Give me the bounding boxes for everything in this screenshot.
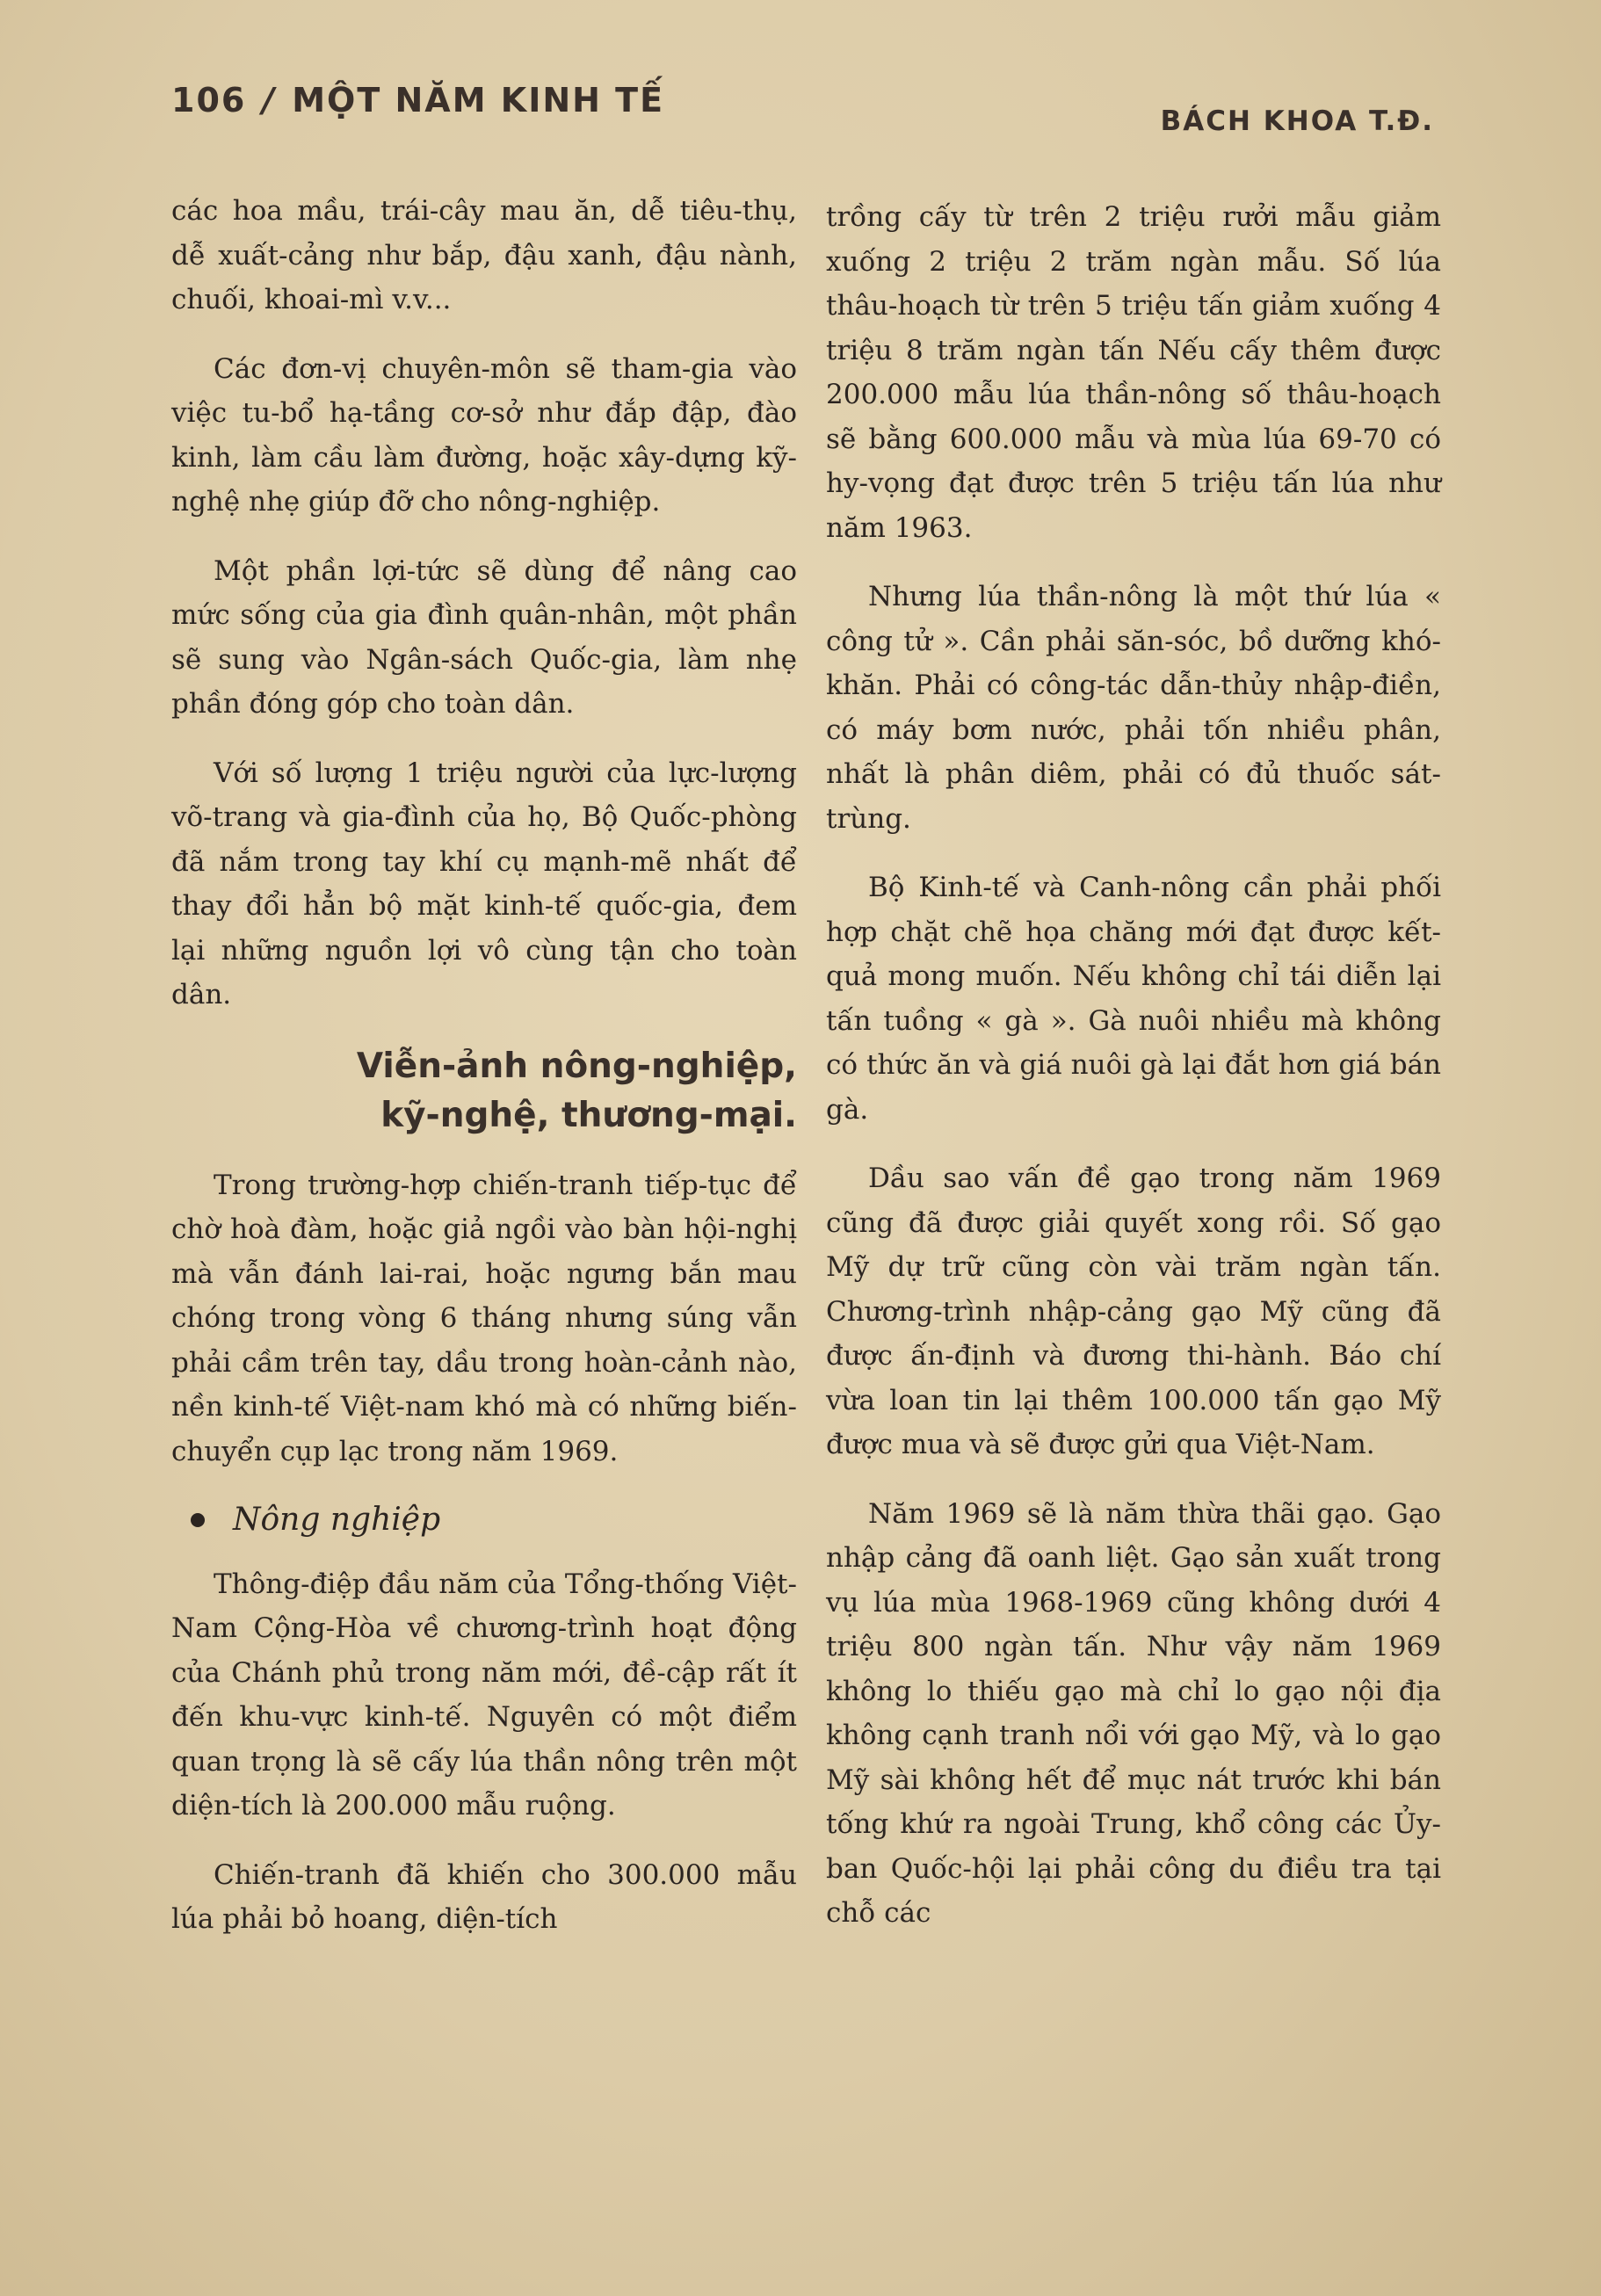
subheading-text: Nông nghiệp <box>233 1502 441 1538</box>
paragraph: Năm 1969 sẽ là năm thừa thãi gạo. Gạo nhập cảng đã oanh liệt. Gạo sản xuất trong vụ lúa mùa 1968-1969 cũng không dưới 4 triệu 800 ngàn tấn. Như vậy năm 1969 không lo thiếu gạo mà chỉ lo gạo nội địa không cạnh tranh nổi với gạo Mỹ, và lo gạo Mỹ sài không hết để mục nát trước khi bán tống khứ ra ngoài Trung, khổ công các Ủy-ban Quốc-hội lại phải công du điều tra tại chỗ các <box>826 1497 1441 1929</box>
page-header <box>171 81 1434 137</box>
paragraph: Các đơn-vị chuyên-môn sẽ tham-gia vào việc tu-bổ hạ-tầng cơ-sở như đắp đập, đào kinh, làm cầu làm đường, hoặc xây-dựng kỹ-nghệ nhẹ giúp đỡ cho nông-nghiệp. <box>171 352 797 518</box>
paragraph: Một phần lợi-tức sẽ dùng để nâng cao mức sống của gia đình quân-nhân, một phần sẽ sung vào Ngân-sách Quốc-gia, làm nhẹ phần đóng góp cho toàn dân. <box>171 554 797 720</box>
paragraph: Trong trường-hợp chiến-tranh tiếp-tục để chờ hoà đàm, hoặc giả ngồi vào bàn hội-nghị mà vẫn đánh lai-rai, hoặc ngưng bắn mau chóng trong vòng 6 tháng nhưng súng vẫn phải cầm trên tay, dầu trong hoàn-cảnh nào, nền kinh-tế Việt-nam khó mà có những biến-chuyển cụp lạc trong năm 1969. <box>171 1169 797 1467</box>
paragraph: các hoa mầu, trái-cây mau ăn, dễ tiêu-thụ, dễ xuất-cảng như bắp, đậu xanh, đậu nành, chuối, khoai-mì v.v... <box>171 195 797 315</box>
section-heading <box>171 1042 797 1141</box>
bullet-icon <box>191 1513 205 1527</box>
paragraph: Nhưng lúa thần-nông là một thứ lúa « công tử ». Cần phải săn-sóc, bồ dưỡng khó-khăn. Phải có công-tác dẫn-thủy nhập-điền, có máy bơm nước, phải tốn nhiều phân, nhất là phân diêm, phải có đủ thuốc sát-trùng. <box>826 581 1441 835</box>
right-column <box>826 195 1441 1960</box>
paragraph: Bộ Kinh-tế và Canh-nông cần phải phối hợp chặt chẽ họa chăng mới đạt được kết-quả mong muốn. Nếu không chỉ tái diễn lại tấn tuồng « gà ». Gà nuôi nhiều mà không có thức ăn và giá nuôi gà lại đắt hơn giá bán gà. <box>826 872 1441 1126</box>
paragraph: trồng cấy từ trên 2 triệu rưởi mẫu giảm xuống 2 triệu 2 trăm ngàn mẫu. Số lúa thâu-hoạch từ trên 5 triệu tấn giảm xuống 4 triệu 8 trăm ngàn tấn Nếu cấy thêm được 200.000 mẫu lúa thần-nông số thâu-hoạch sẽ bằng 600.000 mẫu và mùa lúa 69-70 có hy-vọng đạt được trên 5 triệu tấn lúa như năm 1963. <box>826 201 1441 544</box>
paragraph: Thông-điệp đầu năm của Tổng-thống Việt-Nam Cộng-Hòa về chương-trình hoạt động của Chánh phủ trong năm mới, đề-cập rất ít đến khu-vực kinh-tế. Nguyên có một điểm quan trọng là sẽ cấy lúa thần nông trên một diện-tích là 200.000 mẫu ruộng. <box>171 1568 797 1822</box>
paragraph: Dầu sao vấn đề gạo trong năm 1969 cũng đã được giải quyết xong rồi. Số gạo Mỹ dự trữ cũng còn vài trăm ngàn tấn. Chương-trình nhập-cảng gạo Mỹ cũng đã được ấn-định và đương thi-hành. Báo chí vừa loan tin lại thêm 100.000 tấn gạo Mỹ được mua và sẽ được gửi qua Việt-Nam. <box>826 1162 1441 1460</box>
left-column <box>171 189 797 1966</box>
section-heading-line: Viễn-ảnh nông-nghiệp, <box>356 1046 797 1086</box>
section-title: MỘT NĂM KINH TẾ <box>292 81 665 120</box>
paragraph: Chiến-tranh đã khiến cho 300.000 mẫu lúa phải bỏ hoang, diện-tích <box>171 1858 797 1935</box>
subheading <box>171 1498 797 1543</box>
publication-name: BÁCH KHOA T.Đ. <box>1160 105 1434 137</box>
header-separator: / <box>262 81 277 120</box>
paragraph: Với số lượng 1 triệu người của lực-lượng võ-trang và gia-đình của họ, Bộ Quốc-phòng đã nắm trong tay khí cụ mạnh-mẽ nhất để thay đổi hẳn bộ mặt kinh-tế quốc-gia, đem lại những nguồn lợi vô cùng tận cho toàn dân. <box>171 757 797 1010</box>
section-heading-line: kỹ-nghệ, thương-mại. <box>380 1095 797 1135</box>
page-number: 106 <box>171 81 247 120</box>
running-head-left <box>171 81 664 120</box>
